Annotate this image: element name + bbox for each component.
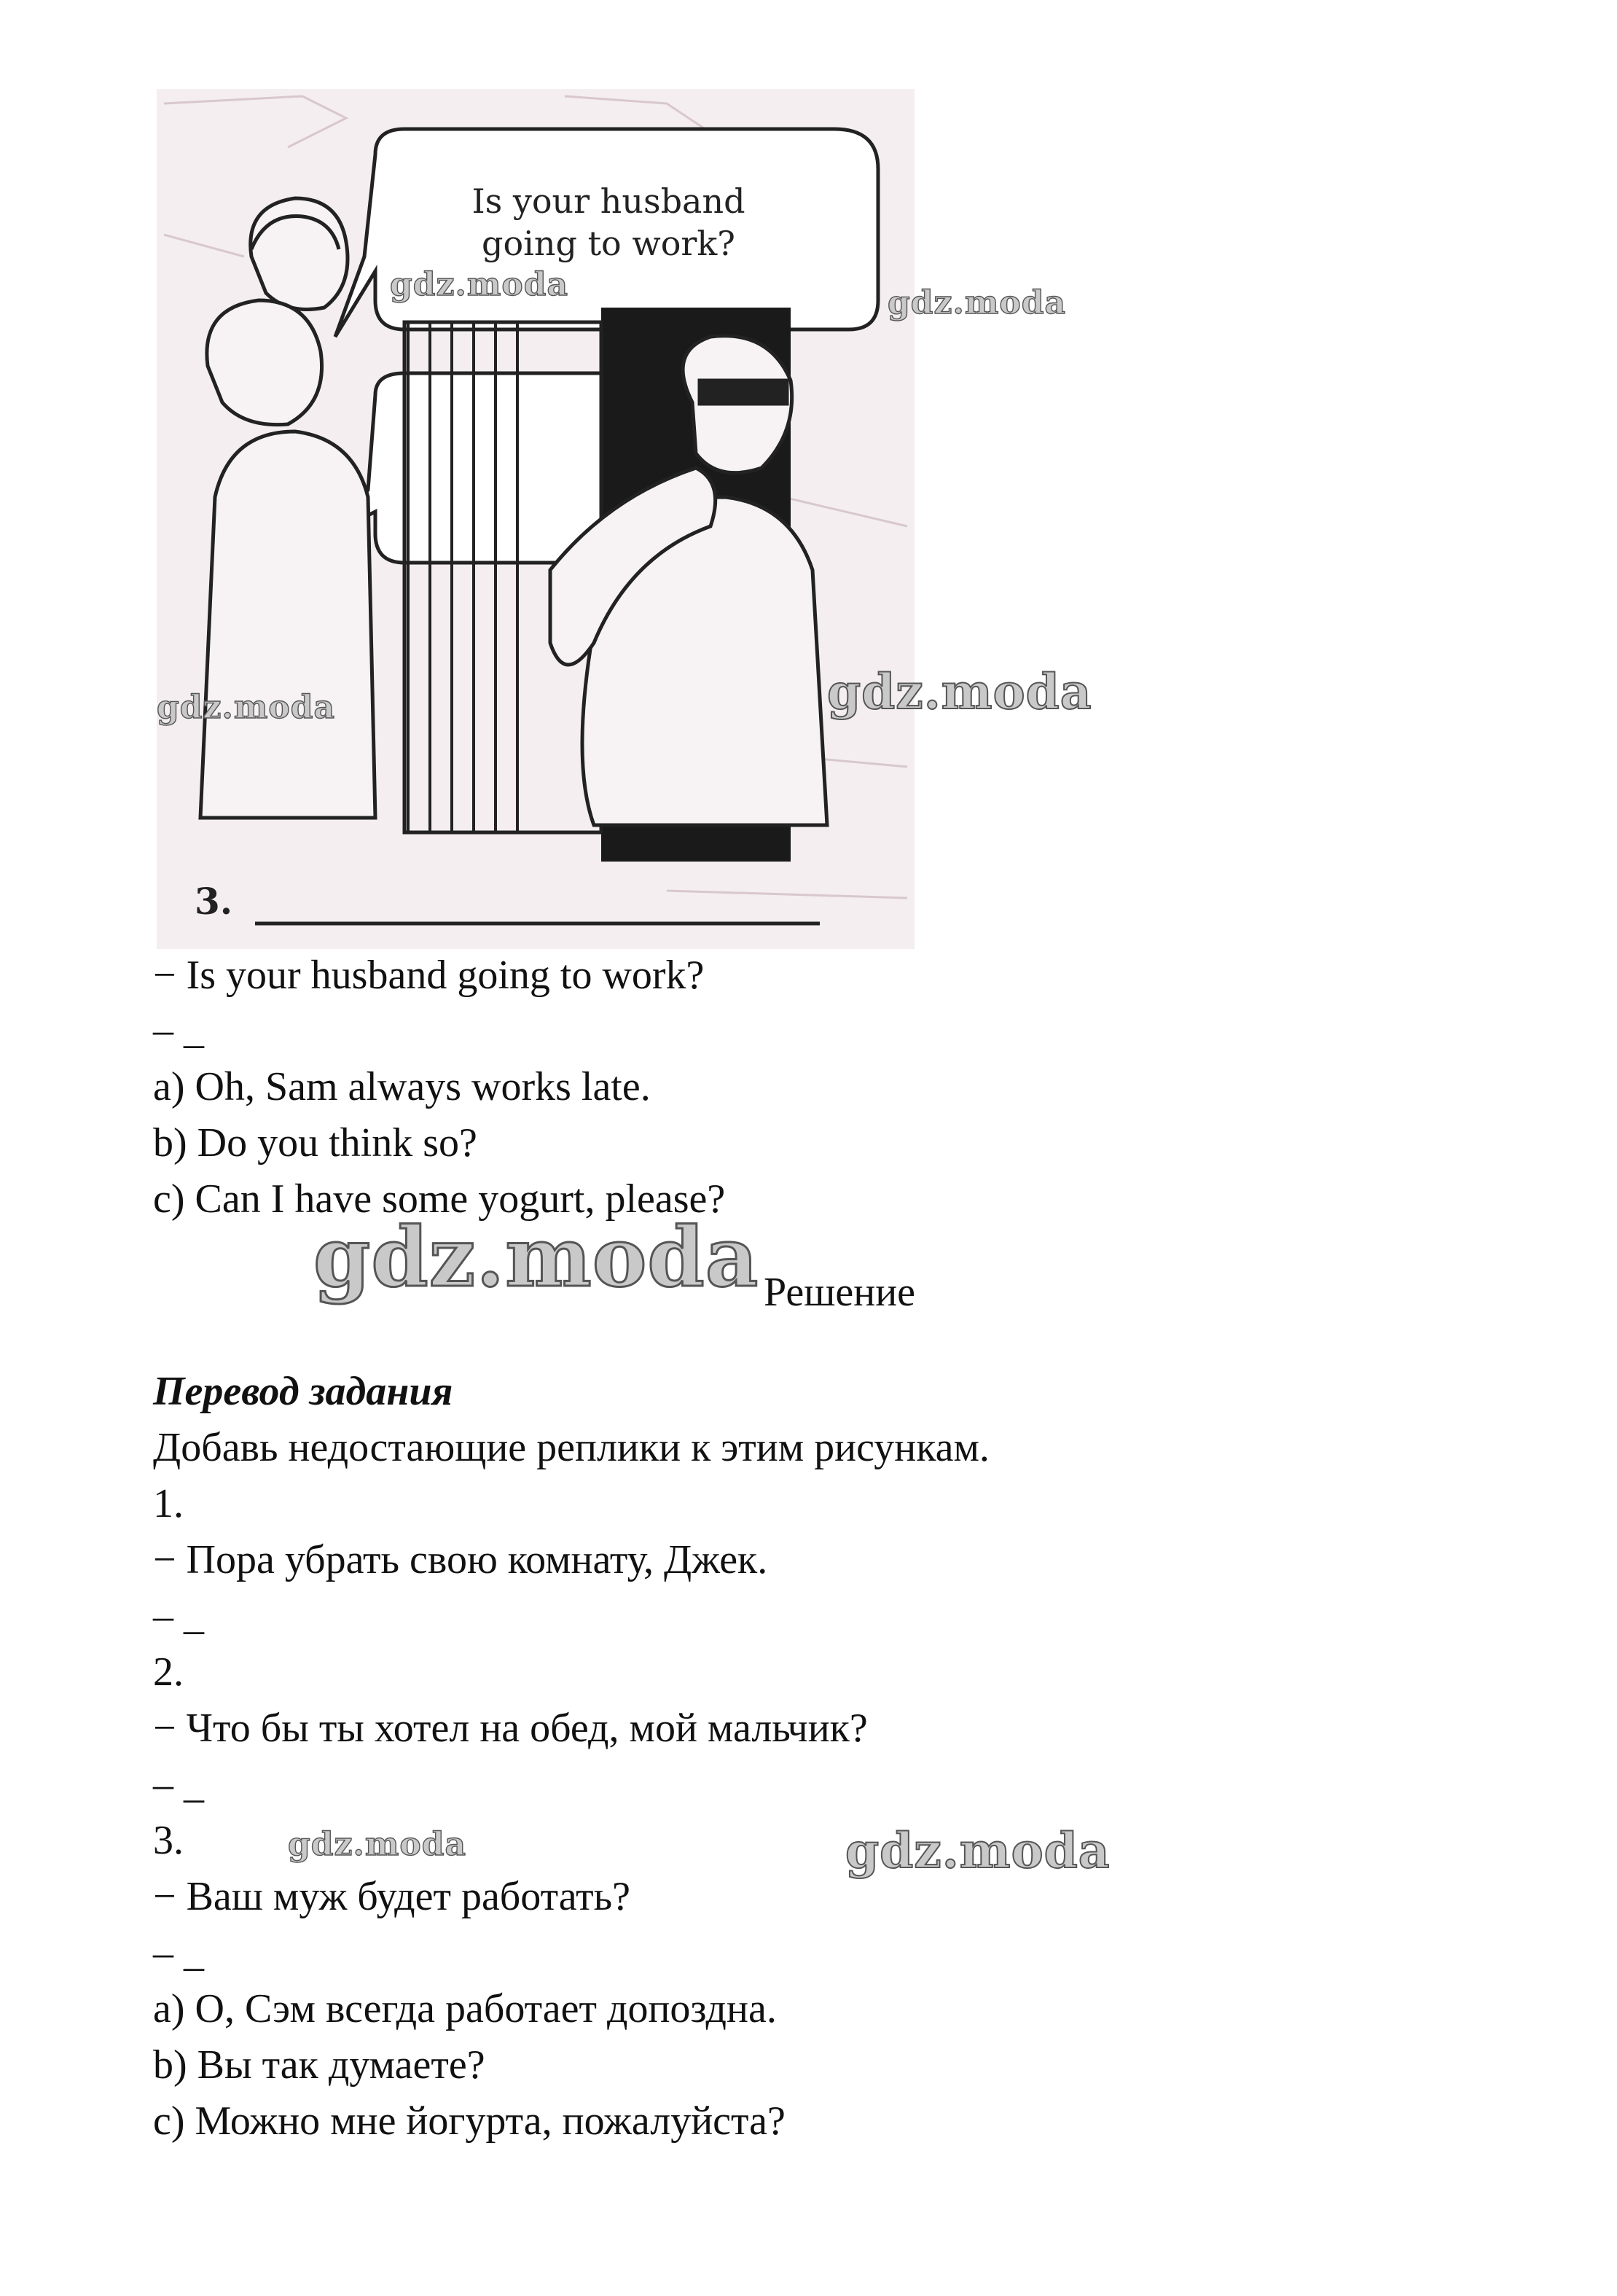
solution-label: Решение [764, 1270, 916, 1315]
watermark: gdz.moda [827, 663, 1092, 720]
watermark: gdz.moda [157, 689, 336, 726]
question-line: − Is your husband going to work? [153, 953, 705, 998]
illustration-number: 3. [195, 880, 233, 923]
watermark: gdz.moda [288, 1826, 467, 1863]
item-1-blank: – _ [153, 1593, 204, 1639]
translation-option-b: b) Вы так думаете? [153, 2042, 485, 2088]
option-b: b) Do you think so? [153, 1120, 477, 1165]
woman-1 [251, 198, 348, 310]
item-2-number: 2. [153, 1649, 184, 1695]
answer-blank: – _ [153, 1007, 204, 1053]
illustration [157, 89, 915, 949]
option-a: a) Oh, Sam always works late. [153, 1064, 651, 1109]
translation-option-c: c) Можно мне йогурта, пожалуйста? [153, 2098, 786, 2144]
item-3-line: − Ваш муж будет работать? [153, 1874, 630, 1919]
item-2-line: − Что бы ты хотел на обед, мой мальчик? [153, 1706, 868, 1751]
item-3-number: 3. [153, 1818, 184, 1863]
item-1-line: − Пора убрать свою комнату, Джек. [153, 1537, 768, 1582]
item-1-number: 1. [153, 1481, 184, 1526]
option-c: c) Can I have some yogurt, please? [153, 1176, 726, 1222]
speech-bubble-text: Is your husband going to work? [471, 181, 745, 263]
watermark: gdz.moda [313, 1210, 759, 1305]
item-2-blank: – _ [153, 1762, 204, 1807]
woman-2 [200, 300, 375, 818]
watermark: gdz.moda [390, 266, 569, 303]
translation-instruction: Добавь недостающие реплики к этим рисункам. [153, 1425, 990, 1470]
watermark: gdz.moda [888, 284, 1067, 321]
watermark: gdz.moda [845, 1822, 1111, 1879]
translation-option-a: a) О, Сэм всегда работает допоздна. [153, 1986, 777, 2031]
translation-heading: Перевод задания [153, 1369, 453, 1414]
item-3-blank: – _ [153, 1930, 204, 1975]
